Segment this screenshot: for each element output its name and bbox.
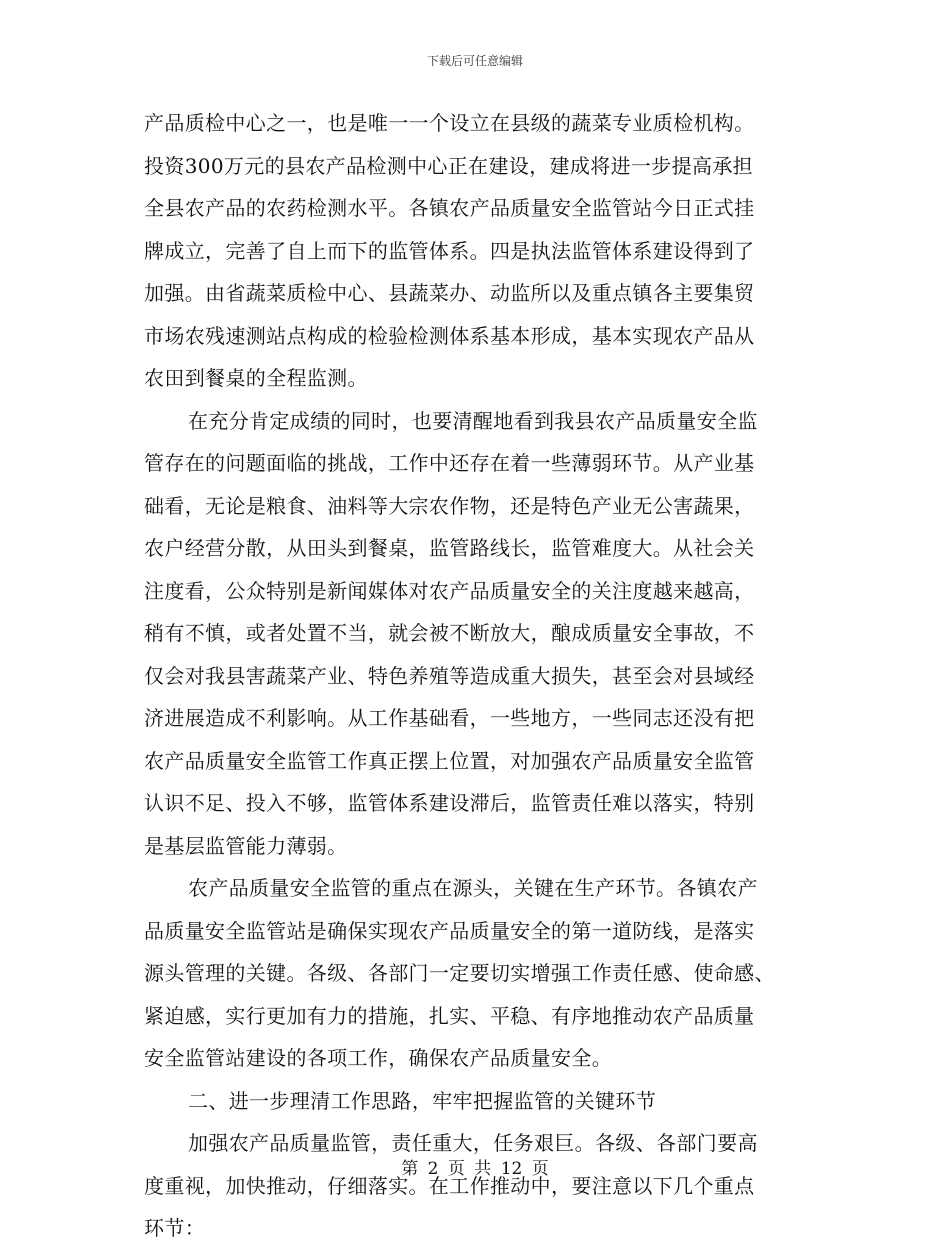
text-line: 紧迫感，实行更加有力的措施，扎实、平稳、有序地推动农产品质量 [144,1003,755,1028]
text-line: 环节： [144,1216,206,1240]
text-line: 度重视，加快推动，仔细落实。在工作推动中，要注意以下几个重点 [144,1173,755,1198]
text-line: 源头管理的关键。各级、各部门一定要切实增强工作责任感、使命感、 [144,961,775,985]
text-line: 全县农产品的农药检测水平。各镇农产品质量安全监管站今日正式挂 [144,196,755,220]
text-line: 安全监管站建设的各项工作，确保农产品质量安全。 [144,1046,613,1070]
text-line: 品质量安全监管站是确保实现农产品质量安全的第一道防线，是落实 [144,918,755,943]
text-line: 农田到餐桌的全程监测。 [144,366,368,390]
page-header: 下载后可任意编辑 [426,54,523,68]
page-footer: 第 2 页 共 12 页 [401,1159,549,1179]
text-line: 认识不足、投入不够，监管体系建设滞后，监管责任难以落实，特别 [144,791,755,815]
text-line: 牌成立，完善了自上而下的监管体系。四是执法监管体系建设得到了 [144,238,755,263]
text-line: 市场农残速测站点构成的检验检测体系基本形成，基本实现农产品从 [144,323,755,348]
paragraph-start-line: 在充分肯定成绩的同时，也要清醒地看到我县农产品质量安全监 [188,408,758,433]
text-line: 济进展造成不利影响。从工作基础看，一些地方，一些同志还没有把 [144,706,755,730]
text-line: 产品质检中心之一，也是唯一一个设立在县级的蔬菜专业质检机构。 [144,111,755,135]
text-line: 稍有不慎，或者处置不当，就会被不断放大，酿成质量安全事故，不 [144,621,755,645]
text-line: 管存在的问题面临的挑战，工作中还存在着一些薄弱环节。从产业基 [144,451,755,475]
text-line: 是基层监管能力薄弱。 [144,833,348,858]
text-line: 仅会对我县害蔬菜产业、特色养殖等造成重大损失，甚至会对县域经 [144,663,755,688]
paragraph-start-line: 农产品质量安全监管的重点在源头，关键在生产环节。各镇农产 [188,876,758,900]
text-line: 础看，无论是粮食、油料等大宗农作物，还是特色产业无公害蔬果， [144,493,755,518]
section-heading: 二、进一步理清工作思路，牢牢把握监管的关键环节 [188,1088,657,1113]
text-line: 农户经营分散，从田头到餐桌，监管路线长，监管难度大。从社会关 [144,536,755,560]
paragraph-start-line: 加强农产品质量监管，责任重大，任务艰巨。各级、各部门要高 [188,1131,758,1155]
text-line: 加强。由省蔬菜质检中心、县蔬菜办、动监所以及重点镇各主要集贸 [144,281,755,305]
text-line: 投资300万元的县农产品检测中心正在建设，建成将进一步提高承担 [144,153,754,178]
document-body [144,102,812,1250]
text-line: 农产品质量安全监管工作真正摆上位置，对加强农产品质量安全监管 [144,748,755,773]
text-line: 注度看，公众特别是新闻媒体对农产品质量安全的关注度越来越高， [144,578,755,603]
